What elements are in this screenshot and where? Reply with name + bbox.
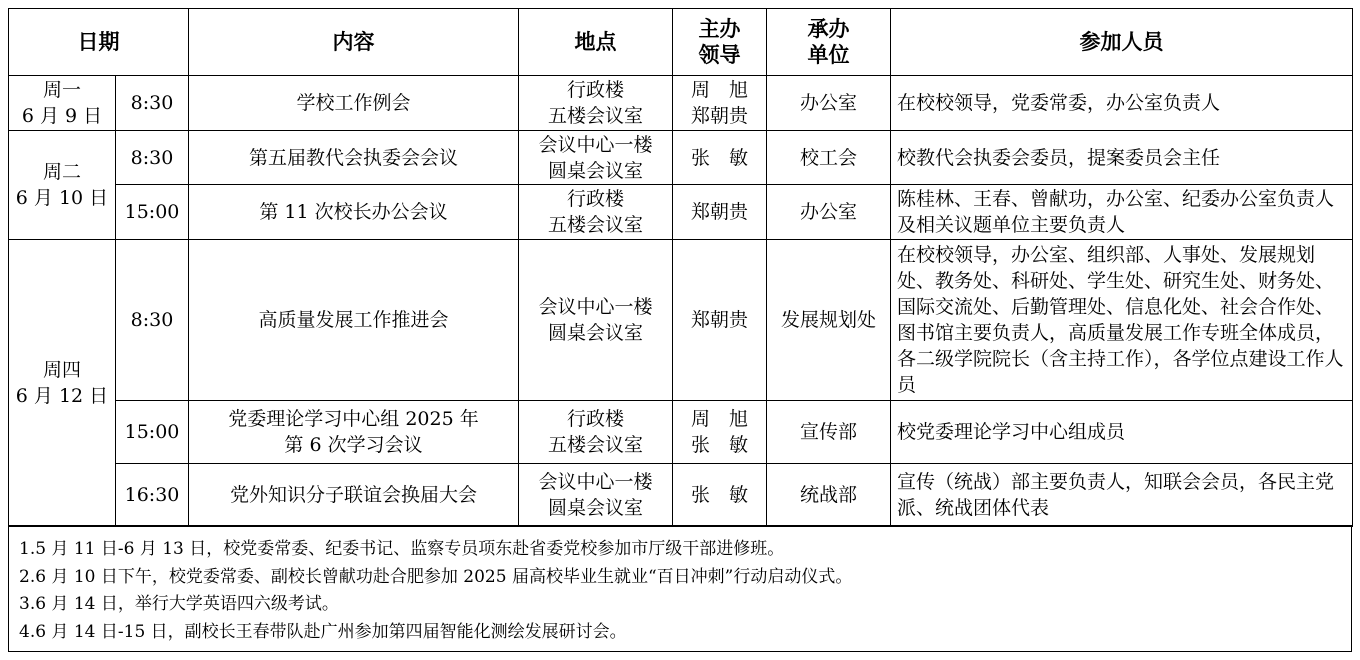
table-row [9,240,1353,401]
location-cell: 会议中心一楼 圆桌会议室 [519,240,673,401]
note-item: 2.6 月 10 日下午，校党委常委、副校长曾献功赴合肥参加 2025 届高校毕业生就业“百日冲刺”行动启动仪式。 [19,566,853,587]
location-cell: 行政楼 五楼会议室 [519,401,673,464]
time-cell: 8:30 [116,131,189,185]
day-cell: 周二 6 月 10 日 [9,131,116,240]
location-cell: 会议中心一楼 圆桌会议室 [519,131,673,185]
table-row [9,464,1353,527]
leader-cell: 张 敏 [673,464,767,527]
content-cell: 第五届教代会执委会会议 [189,131,519,185]
participants-cell: 陈桂林、王春、曾献功，办公室、纪委办公室负责人及相关议题单位主要负责人 [891,185,1353,240]
header-row [9,9,1353,76]
table-row [9,185,1353,240]
note-item: 1.5 月 11 日-6 月 13 日，校党委常委、纪委书记、监察专员项东赴省委党校参加市厅级干部进修班。 [19,539,785,559]
participants-cell: 在校校领导，办公室、组织部、人事处、发展规划处、教务处、科研处、学生处、研究生处、财务处、国际交流处、后勤管理处、信息化处、社会合作处、图书馆主要负责人，高质量发展工作专班全体成员，各二级学院院长（含主持工作），各学位点建设工作人员 [891,240,1353,401]
time-cell: 8:30 [116,76,189,131]
header-content: 内容 [189,9,519,76]
header-organizer: 承办 单位 [767,9,891,76]
leader-cell: 周 旭 郑朝贵 [673,76,767,131]
leader-cell: 郑朝贵 [673,185,767,240]
location-cell: 行政楼 五楼会议室 [519,76,673,131]
location-cell: 行政楼 五楼会议室 [519,185,673,240]
header-location: 地点 [519,9,673,76]
organizer-cell: 宣传部 [767,401,891,464]
table-row [9,131,1353,185]
note-item: 4.6 月 14 日-15 日，副校长王春带队赴广州参加第四届智能化测绘发展研讨会。 [19,621,627,642]
content-cell: 党外知识分子联谊会换届大会 [189,464,519,527]
table-row [9,401,1353,464]
content-cell: 党委理论学习中心组 2025 年 第 6 次学习会议 [189,401,519,464]
organizer-cell: 校工会 [767,131,891,185]
time-cell: 16:30 [116,464,189,527]
note-item: 3.6 月 14 日，举行大学英语四六级考试。 [19,594,339,614]
organizer-cell: 办公室 [767,76,891,131]
organizer-cell: 统战部 [767,464,891,527]
time-cell: 8:30 [116,240,189,401]
participants-cell: 校教代会执委会委员，提案委员会主任 [891,131,1353,185]
leader-cell: 周 旭 张 敏 [673,401,767,464]
content-cell: 高质量发展工作推进会 [189,240,519,401]
location-cell: 会议中心一楼 圆桌会议室 [519,464,673,527]
time-cell: 15:00 [116,185,189,240]
notes-box [8,525,1352,652]
header-leader: 主办 领导 [673,9,767,76]
organizer-cell: 发展规划处 [767,240,891,401]
leader-cell: 张 敏 [673,131,767,185]
participants-cell: 宣传（统战）部主要负责人，知联会会员，各民主党派、统战团体代表 [891,464,1353,527]
organizer-cell: 办公室 [767,185,891,240]
participants-cell: 在校校领导，党委常委，办公室负责人 [891,76,1353,131]
leader-cell: 郑朝贵 [673,240,767,401]
header-date: 日期 [9,9,189,76]
participants-cell: 校党委理论学习中心组成员 [891,401,1353,464]
content-cell: 学校工作例会 [189,76,519,131]
content-cell: 第 11 次校长办公会议 [189,185,519,240]
header-participants: 参加人员 [891,9,1353,76]
day-cell: 周一 6 月 9 日 [9,76,116,131]
day-cell: 周四 6 月 12 日 [9,240,116,527]
schedule-table [8,8,1353,527]
table-row [9,76,1353,131]
time-cell: 15:00 [116,401,189,464]
